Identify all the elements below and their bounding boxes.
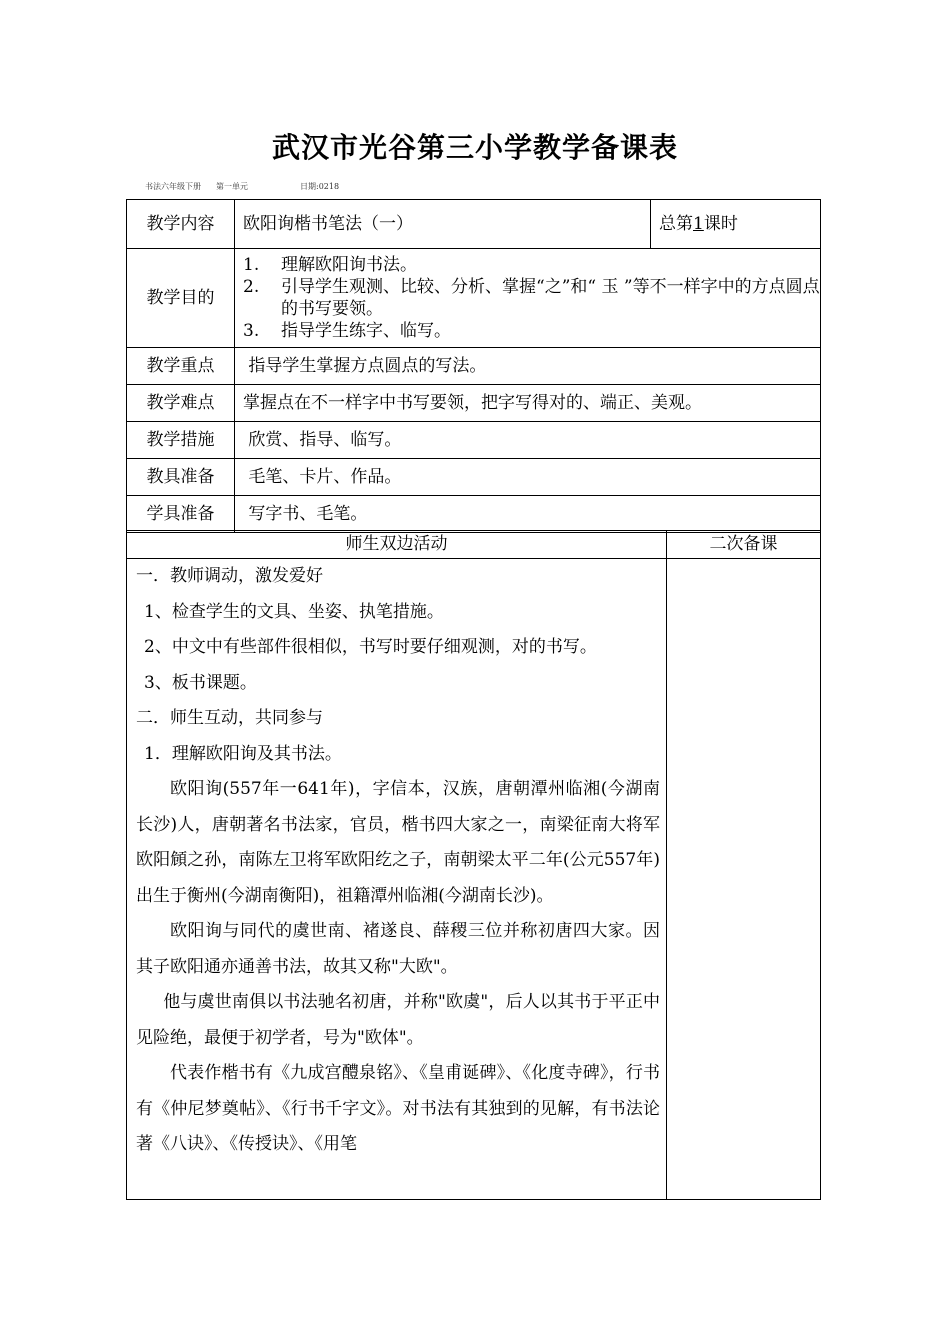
activity-line: 3、板书课题。 — [144, 672, 257, 693]
goal-label: 教学目的 — [127, 249, 235, 348]
activity-line: 二．师生互动，共同参与 — [136, 708, 323, 728]
activity-line: 1、检查学生的文具、坐姿、执笔措施。 — [144, 601, 444, 622]
activity-table — [126, 530, 821, 1200]
key-label: 教学重点 — [127, 348, 235, 385]
goal-value — [235, 249, 821, 348]
content-label: 教学内容 — [127, 200, 235, 249]
activity-line: 2、中文中有些部件很相似，书写时要仔细观测，对的书写。 — [144, 637, 597, 657]
activity-line: 一．教师调动，激发爱好 — [136, 566, 323, 586]
difficult-label: 教学难点 — [127, 385, 235, 422]
goal-item: 3. 指导学生练字、临写。 — [243, 321, 451, 341]
activity-paragraph: 代表作楷书有《九成宫醴泉铭》、《皇甫诞碑》、《化度寺碑》，行书有《仲尼梦奠帖》、《行书千字文》。对书法有其独到的见解，有书法论著《八诀》、《传授诀》、《用笔 — [136, 1063, 660, 1154]
subject-meta: 书法六年级下册 — [145, 182, 201, 191]
student-tools-label: 学具准备 — [127, 496, 235, 533]
goal-item: 1. 理解欧阳询书法。 — [243, 255, 417, 275]
total-prefix: 总第 — [659, 214, 693, 234]
date-meta: 日期:0218 — [300, 182, 340, 191]
activity-header: 师生双边活动 — [127, 531, 667, 559]
measures-value: 欣赏、指导、临写。 — [235, 422, 821, 459]
tools-value: 毛笔、卡片、作品。 — [235, 459, 821, 496]
activity-body — [127, 559, 667, 1200]
unit-meta: 第一单元 — [216, 182, 248, 191]
revision-body — [667, 559, 821, 1200]
total-lessons — [651, 200, 821, 249]
goal-item: 2. 引导学生观测、比较、分析、掌握“之”和“ 玉 ”等不一样字中的方点圆点的书写要领。 — [243, 277, 820, 319]
tools-label: 教具准备 — [127, 459, 235, 496]
revision-header: 二次备课 — [667, 531, 821, 559]
activity-line: 1．理解欧阳询及其书法。 — [144, 743, 342, 764]
activity-paragraph: 他与虞世南俱以书法驰名初唐，并称"欧虞"，后人以其书于平正中见险绝，最便于初学者，号为"欧体"。 — [136, 992, 660, 1048]
activity-paragraph: 欧阳询(557年一641年)，字信本，汉族，唐朝潭州临湘(今湖南长沙)人，唐朝著名书法家，官员，楷书四大家之一，南梁征南大将军欧阳頠之孙，南陈左卫将军欧阳纥之子，南朝梁太平二年(公元557年)出生于衡州(今湖南衡阳)，祖籍潭州临湘(今湖南长沙)。 — [136, 779, 660, 906]
total-num: 1 — [693, 214, 704, 234]
lesson-info-table — [126, 199, 821, 533]
total-suffix: 课时 — [703, 214, 738, 234]
key-value: 指导学生掌握方点圆点的写法。 — [235, 348, 821, 385]
activity-paragraph: 欧阳询与同代的虞世南、褚遂良、薛稷三位并称初唐四大家。因其子欧阳通亦通善书法，故其又称"大欧"。 — [136, 921, 660, 977]
measures-label: 教学措施 — [127, 422, 235, 459]
student-tools-value: 写字书、毛笔。 — [235, 496, 821, 533]
page-title: 武汉市光谷第三小学教学备课表 — [271, 131, 678, 164]
content-value: 欧阳询楷书笔法（一） — [235, 200, 651, 249]
difficult-value: 掌握点在不一样字中书写要领，把字写得对的、端正、美观。 — [235, 385, 821, 422]
